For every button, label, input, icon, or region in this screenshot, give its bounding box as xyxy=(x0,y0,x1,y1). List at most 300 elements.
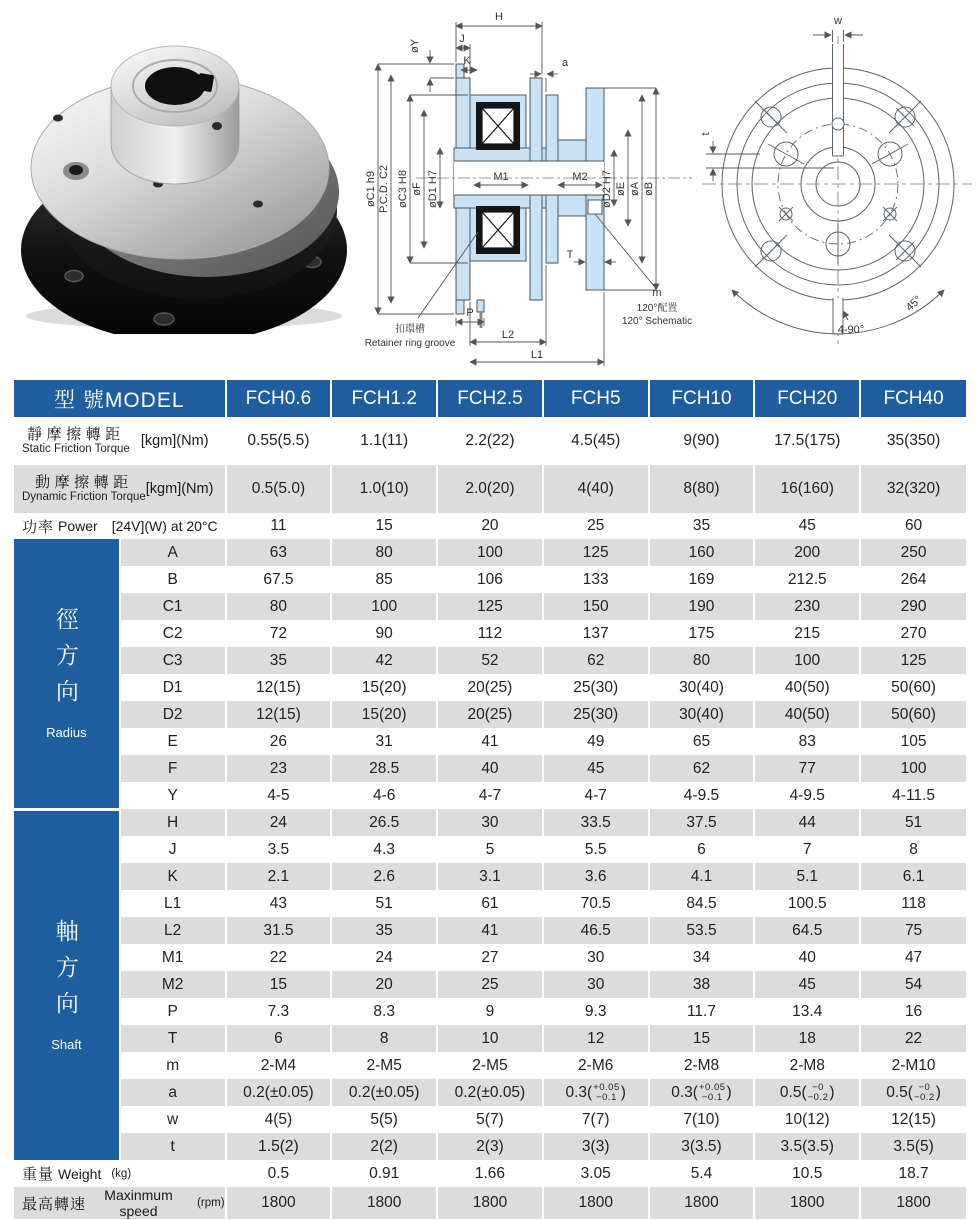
dim-value: 2(2) xyxy=(331,1133,437,1160)
dim-value: 105 xyxy=(860,728,966,755)
row-label: 最高轉速 Maxinmum speed (rpm) xyxy=(14,1187,226,1219)
dim-value: 150 xyxy=(543,593,649,620)
schematic-note-en: 120° Schematic xyxy=(621,316,693,327)
dim-value: 35 xyxy=(331,917,437,944)
dim-label-oD2: øD2 H7 xyxy=(601,170,613,208)
dim-value: 1.5(2) xyxy=(226,1133,332,1160)
dim-value: 3.5(3.5) xyxy=(754,1133,860,1160)
model-column-header: FCH20 xyxy=(754,380,860,417)
table-row xyxy=(14,971,966,998)
front-dimensions xyxy=(706,30,944,334)
dim-value: 0.3( +0.05 −0.1 ) xyxy=(543,1079,649,1106)
model-column-header: FCH1.2 xyxy=(331,380,437,417)
dim-value: 125 xyxy=(543,539,649,566)
spec-value: 45 xyxy=(754,513,860,539)
param-label: A xyxy=(120,539,226,566)
model-header-cell: 型 號MODEL xyxy=(14,380,226,417)
dim-value: 8 xyxy=(860,836,966,863)
dim-value: 10 xyxy=(437,1025,543,1052)
model-column-header: FCH40 xyxy=(860,380,966,417)
spec-table-container xyxy=(14,380,966,1219)
side-section-drawing xyxy=(358,0,708,378)
m-tapped-hole xyxy=(588,200,602,214)
dim-value: 112 xyxy=(437,620,543,647)
spec-value: 60 xyxy=(860,513,966,539)
param-label: L2 xyxy=(120,917,226,944)
dim-value: 40(50) xyxy=(754,701,860,728)
dim-label-oD1: øD1 H7 xyxy=(427,170,439,208)
param-label: E xyxy=(120,728,226,755)
table-header-row xyxy=(14,380,966,417)
set-screw-hole xyxy=(212,122,222,130)
table-row xyxy=(14,1106,966,1133)
table-row xyxy=(14,1052,966,1079)
table-row xyxy=(14,1133,966,1160)
dim-value: 212.5 xyxy=(754,566,860,593)
footer-value: 10.5 xyxy=(754,1160,860,1187)
dim-value: 26 xyxy=(226,728,332,755)
dim-value: 80 xyxy=(649,647,755,674)
spec-value: 0.5(5.0) xyxy=(226,465,332,513)
table-row xyxy=(14,539,966,566)
dim-value: 43 xyxy=(226,890,332,917)
footer-value: 1800 xyxy=(543,1187,649,1219)
dim-value: 20(25) xyxy=(437,674,543,701)
dim-value: 2-M10 xyxy=(860,1052,966,1079)
table-row xyxy=(14,728,966,755)
table-row xyxy=(14,809,966,836)
dim-label-L1: L1 xyxy=(530,349,544,361)
dim-value: 34 xyxy=(649,944,755,971)
dim-label-m: m xyxy=(652,287,662,299)
disc-hole xyxy=(53,115,63,122)
front-view-drawing xyxy=(698,6,976,368)
dim-value: 4-7 xyxy=(437,782,543,809)
dim-value: 72 xyxy=(226,620,332,647)
spec-value: 32(320) xyxy=(860,465,966,513)
dim-value: 37.5 xyxy=(649,809,755,836)
dim-value: 20 xyxy=(331,971,437,998)
dim-value: 33.5 xyxy=(543,809,649,836)
model-column-header: FCH0.6 xyxy=(226,380,332,417)
dim-value: 35 xyxy=(226,647,332,674)
spec-value: 2.0(20) xyxy=(437,465,543,513)
dim-value: 3.6 xyxy=(543,863,649,890)
param-label: D1 xyxy=(120,674,226,701)
table-row xyxy=(14,465,966,513)
dim-label-T: T xyxy=(566,249,574,261)
footer-value: 1800 xyxy=(226,1187,332,1219)
footer-value: 0.91 xyxy=(331,1160,437,1187)
dim-value: 5.1 xyxy=(754,863,860,890)
dim-value: 7.3 xyxy=(226,998,332,1025)
dim-value: 230 xyxy=(754,593,860,620)
table-row xyxy=(14,863,966,890)
param-label: t xyxy=(120,1133,226,1160)
dim-value: 23 xyxy=(226,755,332,782)
dim-value: 24 xyxy=(331,944,437,971)
spec-value: 2.2(22) xyxy=(437,417,543,465)
dim-value: 28.5 xyxy=(331,755,437,782)
dim-label-w: w xyxy=(834,15,842,27)
groove-note-en: Retainer ring groove xyxy=(364,338,456,349)
row-label: 靜摩擦轉距 Static Friction Torque [kgm](Nm) xyxy=(14,417,226,465)
dim-label-J: J xyxy=(459,33,465,45)
dim-value: 100 xyxy=(754,647,860,674)
dim-value: 160 xyxy=(649,539,755,566)
row-label: 重量 Weight (kg) xyxy=(14,1160,226,1187)
dim-value: 2-M5 xyxy=(437,1052,543,1079)
dim-value: 12 xyxy=(543,1025,649,1052)
keyway-notch xyxy=(197,73,215,92)
dim-value: 62 xyxy=(649,755,755,782)
dim-value: 12(15) xyxy=(226,701,332,728)
dim-value: 4-9.5 xyxy=(649,782,755,809)
dim-value: 2-M4 xyxy=(226,1052,332,1079)
table-row xyxy=(14,647,966,674)
spec-value: 9(90) xyxy=(649,417,755,465)
dim-label-oC3: øC3 H8 xyxy=(397,170,409,208)
dim-value: 2(3) xyxy=(437,1133,543,1160)
footer-value: 1800 xyxy=(754,1187,860,1219)
dim-label-oA: øA xyxy=(629,181,641,197)
product-photo xyxy=(12,26,352,334)
footer-value: 1800 xyxy=(331,1187,437,1219)
dim-label-oF: øF xyxy=(411,182,423,196)
param-label: w xyxy=(120,1106,226,1133)
dim-value: 215 xyxy=(754,620,860,647)
dim-value: 46.5 xyxy=(543,917,649,944)
dim-value: 8.3 xyxy=(331,998,437,1025)
dim-value: 40(50) xyxy=(754,674,860,701)
dim-label-45deg: 45° xyxy=(903,293,925,314)
dim-value: 3.5(5) xyxy=(860,1133,966,1160)
dim-value: 2-M5 xyxy=(331,1052,437,1079)
shaft-bore xyxy=(145,67,205,105)
param-label: K xyxy=(120,863,226,890)
dim-value: 9.3 xyxy=(543,998,649,1025)
dim-label-H: H xyxy=(495,11,503,23)
dim-value: 4-9.5 xyxy=(754,782,860,809)
dim-value: 4-6 xyxy=(331,782,437,809)
param-label: D2 xyxy=(120,701,226,728)
dim-label-oE: øE xyxy=(615,181,627,197)
param-label: Y xyxy=(120,782,226,809)
dim-value: 0.2(±0.05) xyxy=(226,1079,332,1106)
spec-value: 11 xyxy=(226,513,332,539)
dim-value: 90 xyxy=(331,620,437,647)
dim-label-a: a xyxy=(561,57,569,69)
dim-value: 44 xyxy=(754,809,860,836)
spec-value: 4.5(45) xyxy=(543,417,649,465)
footer-value: 1800 xyxy=(649,1187,755,1219)
dim-value: 264 xyxy=(860,566,966,593)
dim-value: 6 xyxy=(649,836,755,863)
dim-value: 3.5 xyxy=(226,836,332,863)
dim-value: 7 xyxy=(754,836,860,863)
dim-value: 4.1 xyxy=(649,863,755,890)
dim-value: 125 xyxy=(860,647,966,674)
spec-value: 16(160) xyxy=(754,465,860,513)
param-label: a xyxy=(120,1079,226,1106)
dim-value: 30 xyxy=(543,944,649,971)
dim-value: 84.5 xyxy=(649,890,755,917)
table-row xyxy=(14,620,966,647)
dim-value: 7(7) xyxy=(543,1106,649,1133)
dim-value: 15(20) xyxy=(331,674,437,701)
footer-value: 1.66 xyxy=(437,1160,543,1187)
dim-value: 200 xyxy=(754,539,860,566)
table-row xyxy=(14,836,966,863)
dim-value: 25(30) xyxy=(543,701,649,728)
model-column-header: FCH2.5 xyxy=(437,380,543,417)
flange-hole xyxy=(65,271,83,282)
param-label: B xyxy=(120,566,226,593)
dim-label-oC1: øC1 h9 xyxy=(365,170,377,208)
dim-value: 63 xyxy=(226,539,332,566)
spec-value: 15 xyxy=(331,513,437,539)
row-label: 動摩擦轉距 Dynamic Friction Torque [kgm](Nm) xyxy=(14,465,226,513)
dim-value: 15 xyxy=(649,1025,755,1052)
dim-label-oB: øB xyxy=(643,181,655,197)
dim-value: 290 xyxy=(860,593,966,620)
dim-value: 6.1 xyxy=(860,863,966,890)
dim-value: 80 xyxy=(331,539,437,566)
dim-value: 0.5( −0 −0.2 ) xyxy=(860,1079,966,1106)
spec-value: 20 xyxy=(437,513,543,539)
dim-value: 51 xyxy=(860,809,966,836)
spec-value: 1.0(10) xyxy=(331,465,437,513)
table-row xyxy=(14,998,966,1025)
spec-value: 0.55(5.5) xyxy=(226,417,332,465)
dim-value: 15(20) xyxy=(331,701,437,728)
dim-value: 53.5 xyxy=(649,917,755,944)
dim-value: 10(12) xyxy=(754,1106,860,1133)
table-row xyxy=(14,917,966,944)
param-label: M1 xyxy=(120,944,226,971)
dim-value: 106 xyxy=(437,566,543,593)
footer-value: 1800 xyxy=(860,1187,966,1219)
lead-wire xyxy=(480,312,483,328)
param-label: M2 xyxy=(120,971,226,998)
param-label: F xyxy=(120,755,226,782)
footer-value: 18.7 xyxy=(860,1160,966,1187)
dim-value: 118 xyxy=(860,890,966,917)
table-row xyxy=(14,566,966,593)
table-row xyxy=(14,782,966,809)
table-row xyxy=(14,890,966,917)
dim-label-4-90deg: 4-90° xyxy=(837,324,865,336)
dim-value: 7(10) xyxy=(649,1106,755,1133)
spec-value: 25 xyxy=(543,513,649,539)
dim-value: 45 xyxy=(754,971,860,998)
dim-value: 4(5) xyxy=(226,1106,332,1133)
schematic-note-zh: 120°配置 xyxy=(636,303,678,314)
spec-value: 35 xyxy=(649,513,755,539)
row-label: 功率 Power [24V](W) at 20°C xyxy=(14,513,226,539)
groove-note-zh: 扣環槽 xyxy=(395,324,425,335)
dim-value: 5 xyxy=(437,836,543,863)
table-row xyxy=(14,1187,966,1219)
dim-value: 83 xyxy=(754,728,860,755)
dim-value: 41 xyxy=(437,917,543,944)
dim-value: 270 xyxy=(860,620,966,647)
dim-value: 20(25) xyxy=(437,701,543,728)
param-label: C2 xyxy=(120,620,226,647)
dim-value: 47 xyxy=(860,944,966,971)
dim-value: 9 xyxy=(437,998,543,1025)
dim-value: 0.2(±0.05) xyxy=(437,1079,543,1106)
dim-value: 175 xyxy=(649,620,755,647)
dim-value: 40 xyxy=(754,944,860,971)
dim-value: 2.6 xyxy=(331,863,437,890)
param-label: H xyxy=(120,809,226,836)
dim-value: 61 xyxy=(437,890,543,917)
table-row xyxy=(14,417,966,465)
dim-value: 25(30) xyxy=(543,674,649,701)
dim-value: 125 xyxy=(437,593,543,620)
dim-value: 12(15) xyxy=(226,674,332,701)
dim-value: 16 xyxy=(860,998,966,1025)
dim-value: 64.5 xyxy=(754,917,860,944)
slot-hole xyxy=(832,118,844,130)
dim-label-M1: M1 xyxy=(493,171,509,183)
dim-value: 15 xyxy=(226,971,332,998)
section-label-shaft: 軸方向 Shaft xyxy=(14,809,120,1160)
spec-value: 4(40) xyxy=(543,465,649,513)
dim-value: 3(3) xyxy=(543,1133,649,1160)
dim-value: 4-7 xyxy=(543,782,649,809)
dim-value: 0.5( −0 −0.2 ) xyxy=(754,1079,860,1106)
dim-value: 85 xyxy=(331,566,437,593)
dim-value: 100 xyxy=(331,593,437,620)
dim-value: 4-5 xyxy=(226,782,332,809)
pilot-tab-bottom xyxy=(456,300,464,314)
table-row xyxy=(14,944,966,971)
dim-value: 133 xyxy=(543,566,649,593)
param-label: P xyxy=(120,998,226,1025)
dim-value: 50(60) xyxy=(860,674,966,701)
model-column-header: FCH10 xyxy=(649,380,755,417)
spec-value: 8(80) xyxy=(649,465,755,513)
dim-value: 75 xyxy=(860,917,966,944)
dim-value: 54 xyxy=(860,971,966,998)
dim-value: 2-M8 xyxy=(754,1052,860,1079)
table-row xyxy=(14,513,966,539)
table-row xyxy=(14,593,966,620)
dim-label-L2: L2 xyxy=(501,329,515,341)
param-label: L1 xyxy=(120,890,226,917)
dim-value: 11.7 xyxy=(649,998,755,1025)
dim-value: 169 xyxy=(649,566,755,593)
dim-value: 3.1 xyxy=(437,863,543,890)
dim-value: 0.3( +0.05 −0.1 ) xyxy=(649,1079,755,1106)
dim-value: 2-M6 xyxy=(543,1052,649,1079)
dim-value: 49 xyxy=(543,728,649,755)
dim-value: 65 xyxy=(649,728,755,755)
dim-value: 51 xyxy=(331,890,437,917)
dim-label-oY: øY xyxy=(409,38,421,54)
counterbore-hole-inner xyxy=(69,165,83,175)
table-row xyxy=(14,1025,966,1052)
dim-value: 26.5 xyxy=(331,809,437,836)
footer-value: 3.05 xyxy=(543,1160,649,1187)
dim-value: 0.2(±0.05) xyxy=(331,1079,437,1106)
dim-value: 22 xyxy=(226,944,332,971)
dim-value: 67.5 xyxy=(226,566,332,593)
dim-value: 13.4 xyxy=(754,998,860,1025)
param-label: J xyxy=(120,836,226,863)
dim-value: 52 xyxy=(437,647,543,674)
dim-value: 8 xyxy=(331,1025,437,1052)
dim-value: 4.3 xyxy=(331,836,437,863)
dim-value: 27 xyxy=(437,944,543,971)
dim-value: 77 xyxy=(754,755,860,782)
table-row xyxy=(14,1160,966,1187)
dim-value: 250 xyxy=(860,539,966,566)
dim-value: 45 xyxy=(543,755,649,782)
dim-value: 50(60) xyxy=(860,701,966,728)
dim-value: 80 xyxy=(226,593,332,620)
dim-label-K: K xyxy=(463,55,471,67)
dim-value: 31 xyxy=(331,728,437,755)
table-row xyxy=(14,701,966,728)
lead-terminal xyxy=(477,300,484,312)
dim-value: 2-M8 xyxy=(649,1052,755,1079)
disc-hole xyxy=(253,201,263,208)
dim-value: 70.5 xyxy=(543,890,649,917)
dim-value: 40 xyxy=(437,755,543,782)
footer-value: 5.4 xyxy=(649,1160,755,1187)
dim-value: 25 xyxy=(437,971,543,998)
dim-value: 100 xyxy=(860,755,966,782)
dim-value: 4-11.5 xyxy=(860,782,966,809)
dim-value: 5.5 xyxy=(543,836,649,863)
dim-value: 31.5 xyxy=(226,917,332,944)
dim-value: 22 xyxy=(860,1025,966,1052)
footer-value: 1800 xyxy=(437,1187,543,1219)
section-label-radius: 徑方向 Radius xyxy=(14,539,120,809)
model-column-header: FCH5 xyxy=(543,380,649,417)
dim-value: 5(7) xyxy=(437,1106,543,1133)
dim-value: 41 xyxy=(437,728,543,755)
dim-label-t: t xyxy=(700,132,712,136)
keyway-slot-cutout xyxy=(833,44,844,156)
param-label: T xyxy=(120,1025,226,1052)
dim-value: 137 xyxy=(543,620,649,647)
dim-label-M2: M2 xyxy=(572,171,588,183)
footer-value: 0.5 xyxy=(226,1160,332,1187)
table-row xyxy=(14,755,966,782)
param-label: C1 xyxy=(120,593,226,620)
dim-value: 190 xyxy=(649,593,755,620)
dim-value: 38 xyxy=(649,971,755,998)
dim-value: 100 xyxy=(437,539,543,566)
spec-value: 1.1(11) xyxy=(331,417,437,465)
dim-value: 3(3.5) xyxy=(649,1133,755,1160)
dim-value: 30(40) xyxy=(649,674,755,701)
dim-value: 18 xyxy=(754,1025,860,1052)
spec-value: 35(350) xyxy=(860,417,966,465)
dim-value: 30 xyxy=(543,971,649,998)
dim-label-PCD: P.C.D. C2 xyxy=(378,164,390,214)
dim-value: 30 xyxy=(437,809,543,836)
clutch-photo-illustration xyxy=(21,46,347,334)
spec-value: 17.5(175) xyxy=(754,417,860,465)
param-label: m xyxy=(120,1052,226,1079)
table-row xyxy=(14,1079,966,1106)
dim-value: 6 xyxy=(226,1025,332,1052)
